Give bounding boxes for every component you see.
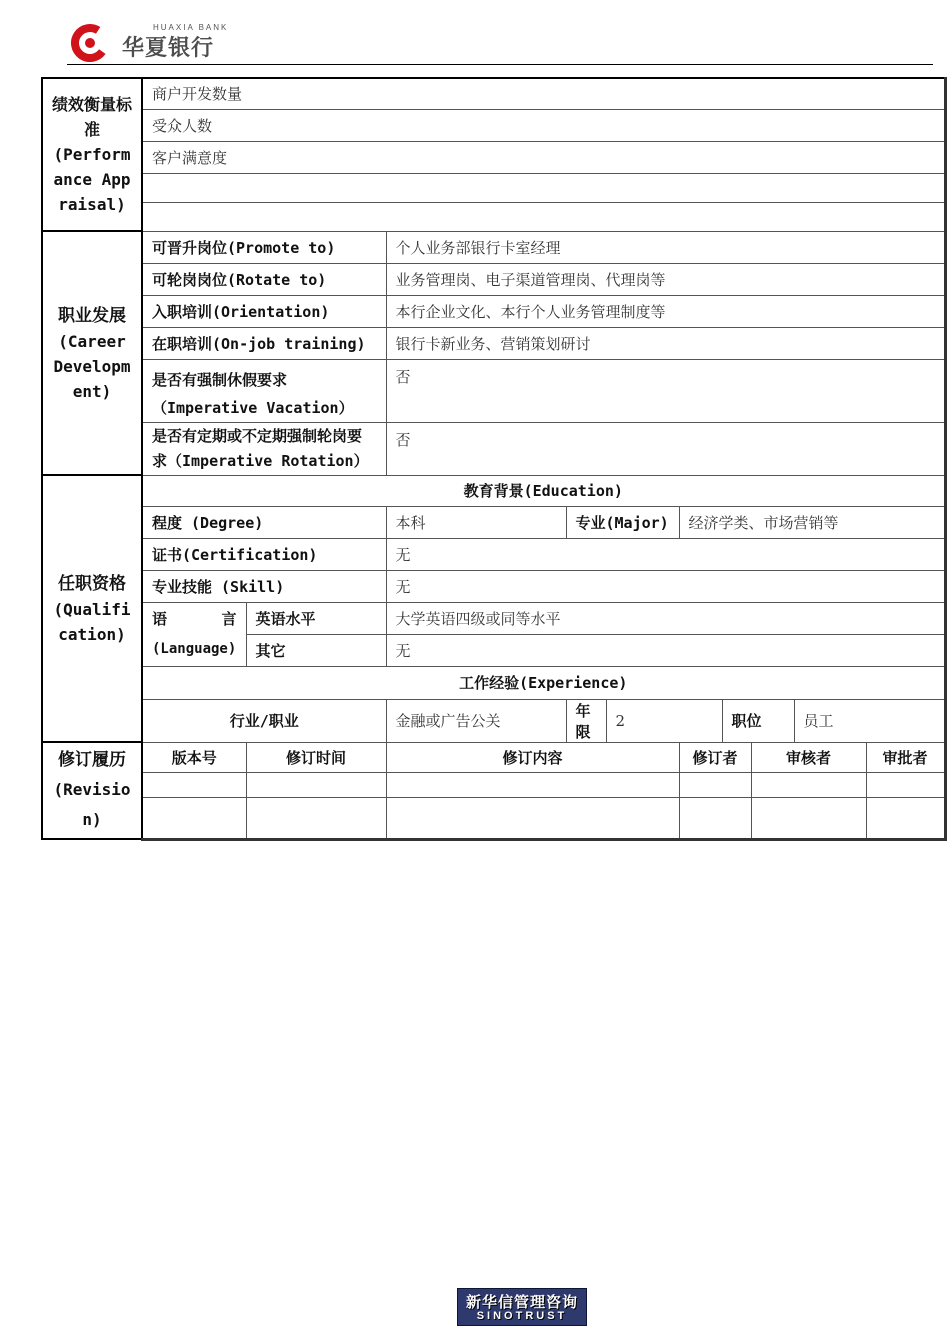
- revision-header-approver: 审批者: [866, 742, 945, 772]
- revision-cell: [142, 797, 246, 839]
- revision-cell: [866, 772, 945, 797]
- revision-cell: [679, 772, 751, 797]
- revision-title-en: (Revision): [53, 780, 131, 829]
- revision-cell: [679, 797, 751, 839]
- brand-chinese-name: 华夏银行: [122, 36, 215, 61]
- revision-cell: [142, 772, 246, 797]
- position-label: 职位: [722, 699, 794, 742]
- other-language-value: 无: [386, 634, 945, 666]
- header-rule: [67, 64, 933, 65]
- years-label: 年限: [566, 699, 606, 742]
- education-header: 教育背景(Education): [142, 475, 945, 506]
- certification-label: 证书(Certification): [142, 538, 386, 570]
- sinotrust-logo-cn: 新华信管理咨询: [465, 1293, 578, 1311]
- degree-label: 程度 (Degree): [142, 506, 386, 538]
- performance-item: 客户满意度: [142, 141, 945, 173]
- revision-cell: [751, 772, 866, 797]
- other-language-label: 其它: [246, 634, 386, 666]
- qualification-title-en: (Qualification): [53, 599, 131, 644]
- industry-label: 行业/职业: [142, 699, 386, 742]
- degree-value: 本科: [386, 506, 566, 538]
- language-label-cn: 语 言: [152, 610, 237, 628]
- sinotrust-logo-en: SINOTRUST: [476, 1310, 568, 1322]
- certification-value: 无: [386, 538, 945, 570]
- revision-header-content: 修订内容: [386, 742, 679, 772]
- english-level-value: 大学英语四级或同等水平: [386, 602, 945, 634]
- career-section-title: [42, 231, 142, 475]
- performance-item: [142, 173, 945, 202]
- revision-cell: [866, 797, 945, 839]
- career-value: 业务管理岗、电子渠道管理岗、代理岗等: [386, 263, 945, 295]
- performance-item: [142, 202, 945, 231]
- career-label: 入职培训(Orientation): [142, 295, 386, 327]
- revision-cell: [751, 797, 866, 839]
- career-label: 可晋升岗位(Promote to): [142, 231, 386, 263]
- revision-header-reviewer: 审核者: [751, 742, 866, 772]
- language-label-en: (Language): [152, 641, 237, 657]
- career-label: 可轮岗岗位(Rotate to): [142, 263, 386, 295]
- industry-value: 金融或广告公关: [386, 699, 566, 742]
- performance-item: 商户开发数量: [142, 78, 945, 109]
- career-value: 否: [386, 422, 945, 475]
- qualification-section-title: [42, 475, 142, 742]
- skill-value: 无: [386, 570, 945, 602]
- revision-cell: [246, 772, 386, 797]
- career-title-cn: 职业发展: [58, 305, 126, 326]
- years-value: 2: [606, 699, 722, 742]
- job-description-table: [41, 77, 947, 841]
- major-label: 专业(Major): [566, 506, 679, 538]
- revision-header-version: 版本号: [142, 742, 246, 772]
- qualification-title-cn: 任职资格: [58, 573, 126, 594]
- revision-header-time: 修订时间: [246, 742, 386, 772]
- career-value: 银行卡新业务、营销策划研讨: [386, 327, 945, 359]
- performance-section-title: [42, 78, 142, 231]
- career-label: 是否有定期或不定期强制轮岗要求（Imperative Rotation）: [142, 422, 386, 475]
- revision-title-cn: 修订履历: [58, 750, 126, 770]
- performance-title-cn: 绩效衡量标准: [51, 95, 132, 139]
- career-label: 是否有强制休假要求 （Imperative Vacation）: [142, 359, 386, 422]
- revision-cell: [386, 797, 679, 839]
- career-value: 个人业务部银行卡室经理: [386, 231, 945, 263]
- english-level-label: 英语水平: [246, 602, 386, 634]
- sinotrust-logo: [457, 1288, 587, 1326]
- career-label: 在职培训(On-job training): [142, 327, 386, 359]
- revision-header-reviser: 修订者: [679, 742, 751, 772]
- revision-cell: [386, 772, 679, 797]
- position-value: 员工: [794, 699, 945, 742]
- performance-item: 受众人数: [142, 109, 945, 141]
- huaxia-bank-logo-icon: [70, 22, 110, 62]
- skill-label: 专业技能 (Skill): [142, 570, 386, 602]
- career-title-en: (Career Development): [53, 331, 131, 401]
- revision-section-title: [42, 742, 142, 839]
- experience-header: 工作经验(Experience): [142, 666, 945, 699]
- career-value: 否: [386, 359, 945, 422]
- performance-title-en: (Performance Appraisal): [53, 145, 131, 214]
- revision-cell: [246, 797, 386, 839]
- career-value: 本行企业文化、本行个人业务管理制度等: [386, 295, 945, 327]
- language-label: [142, 602, 246, 666]
- brand-english-name: HUAXIA BANK: [153, 23, 229, 32]
- major-value: 经济学类、市场营销等: [679, 506, 945, 538]
